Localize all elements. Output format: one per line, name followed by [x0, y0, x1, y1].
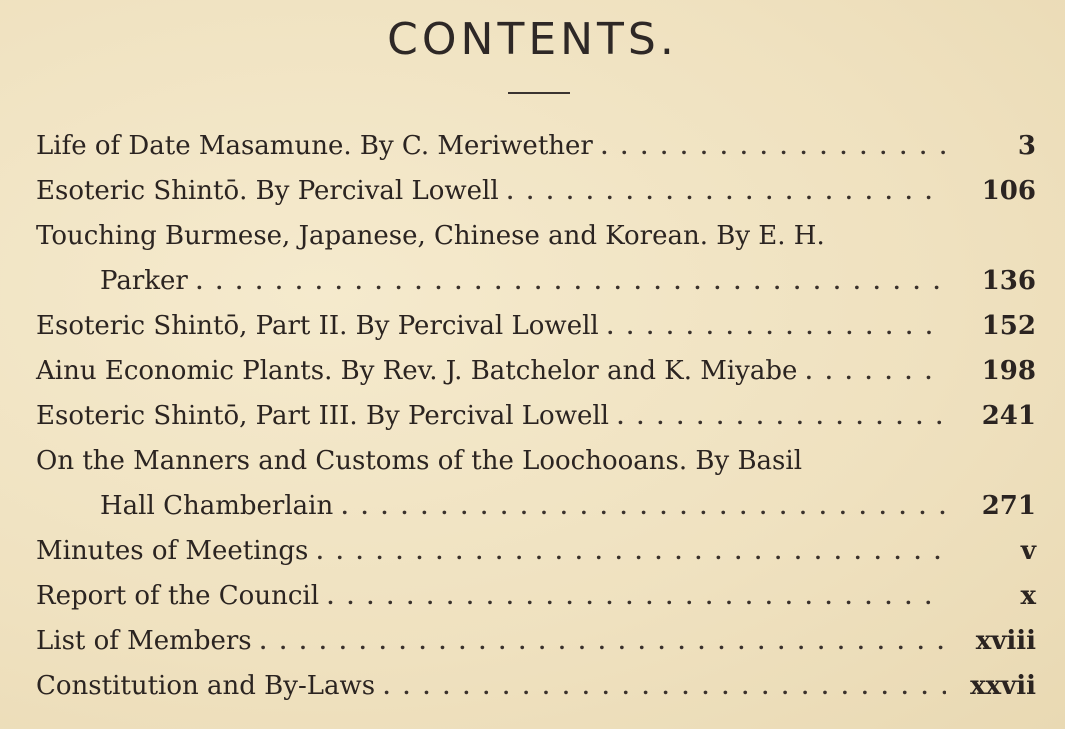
- leader-dots: [601, 125, 946, 170]
- table-of-contents: [32, 124, 1036, 709]
- leader-dots: [507, 170, 946, 215]
- title-rule: [508, 92, 570, 94]
- toc-entry-title: Minutes of Meetings: [36, 536, 309, 566]
- toc-entry-page: 3: [1017, 131, 1036, 161]
- toc-entry-page: v: [1020, 536, 1036, 566]
- toc-entry: [32, 664, 1036, 709]
- toc-entry: [32, 529, 1036, 574]
- leader-dots: [617, 395, 946, 440]
- toc-entry: [32, 304, 1036, 349]
- toc-entry: [32, 439, 1036, 529]
- toc-entry-title: Hall Chamberlain: [100, 491, 334, 521]
- toc-entry-title: Constitution and By-Laws: [36, 671, 376, 701]
- toc-entry: [32, 394, 1036, 439]
- toc-entry-title: Life of Date Masamune. By C. Meriwether: [36, 131, 593, 161]
- toc-entry-title: List of Members: [36, 626, 252, 656]
- toc-entry: [32, 169, 1036, 214]
- toc-entry: [32, 214, 1036, 304]
- toc-entry-title: Ainu Economic Plants. By Rev. J. Batchelor and K. Miyabe: [36, 356, 798, 386]
- toc-entry-title: Parker: [100, 266, 188, 296]
- toc-entry-title: Esoteric Shintō, Part III. By Percival Lowell: [36, 401, 609, 431]
- leader-dots: [805, 350, 946, 395]
- toc-entry-page: 152: [981, 311, 1036, 341]
- toc-entry: [32, 349, 1036, 394]
- toc-entry-page: xviii: [975, 626, 1036, 656]
- toc-entry-title: Esoteric Shintō, Part II. By Percival Lowell: [36, 311, 599, 341]
- toc-entry-page: 241: [981, 401, 1036, 431]
- toc-entry-page: 198: [981, 356, 1036, 386]
- leader-dots: [316, 530, 946, 575]
- leader-dots: [260, 620, 946, 665]
- toc-entry: [32, 124, 1036, 169]
- toc-entry-page: 136: [981, 266, 1036, 296]
- toc-entry: [32, 619, 1036, 664]
- toc-entry-page: 271: [981, 491, 1036, 521]
- page-title: CONTENTS.: [387, 14, 678, 65]
- leader-dots: [383, 665, 946, 710]
- toc-entry-title-line1: Touching Burmese, Japanese, Chinese and Korean. By E. H.: [36, 221, 825, 251]
- toc-entry-page: x: [1020, 581, 1036, 611]
- leader-dots: [196, 260, 946, 305]
- toc-entry-title-line1: On the Manners and Customs of the Loochooans. By Basil: [36, 446, 803, 476]
- leader-dots: [341, 485, 946, 530]
- toc-entry: [32, 574, 1036, 619]
- toc-entry-title: Esoteric Shintō. By Percival Lowell: [36, 176, 499, 206]
- toc-entry-title: Report of the Council: [36, 581, 320, 611]
- toc-entry-page: xxvii: [970, 671, 1036, 701]
- leader-dots: [607, 305, 946, 350]
- toc-entry-page: 106: [981, 176, 1036, 206]
- leader-dots: [327, 575, 946, 620]
